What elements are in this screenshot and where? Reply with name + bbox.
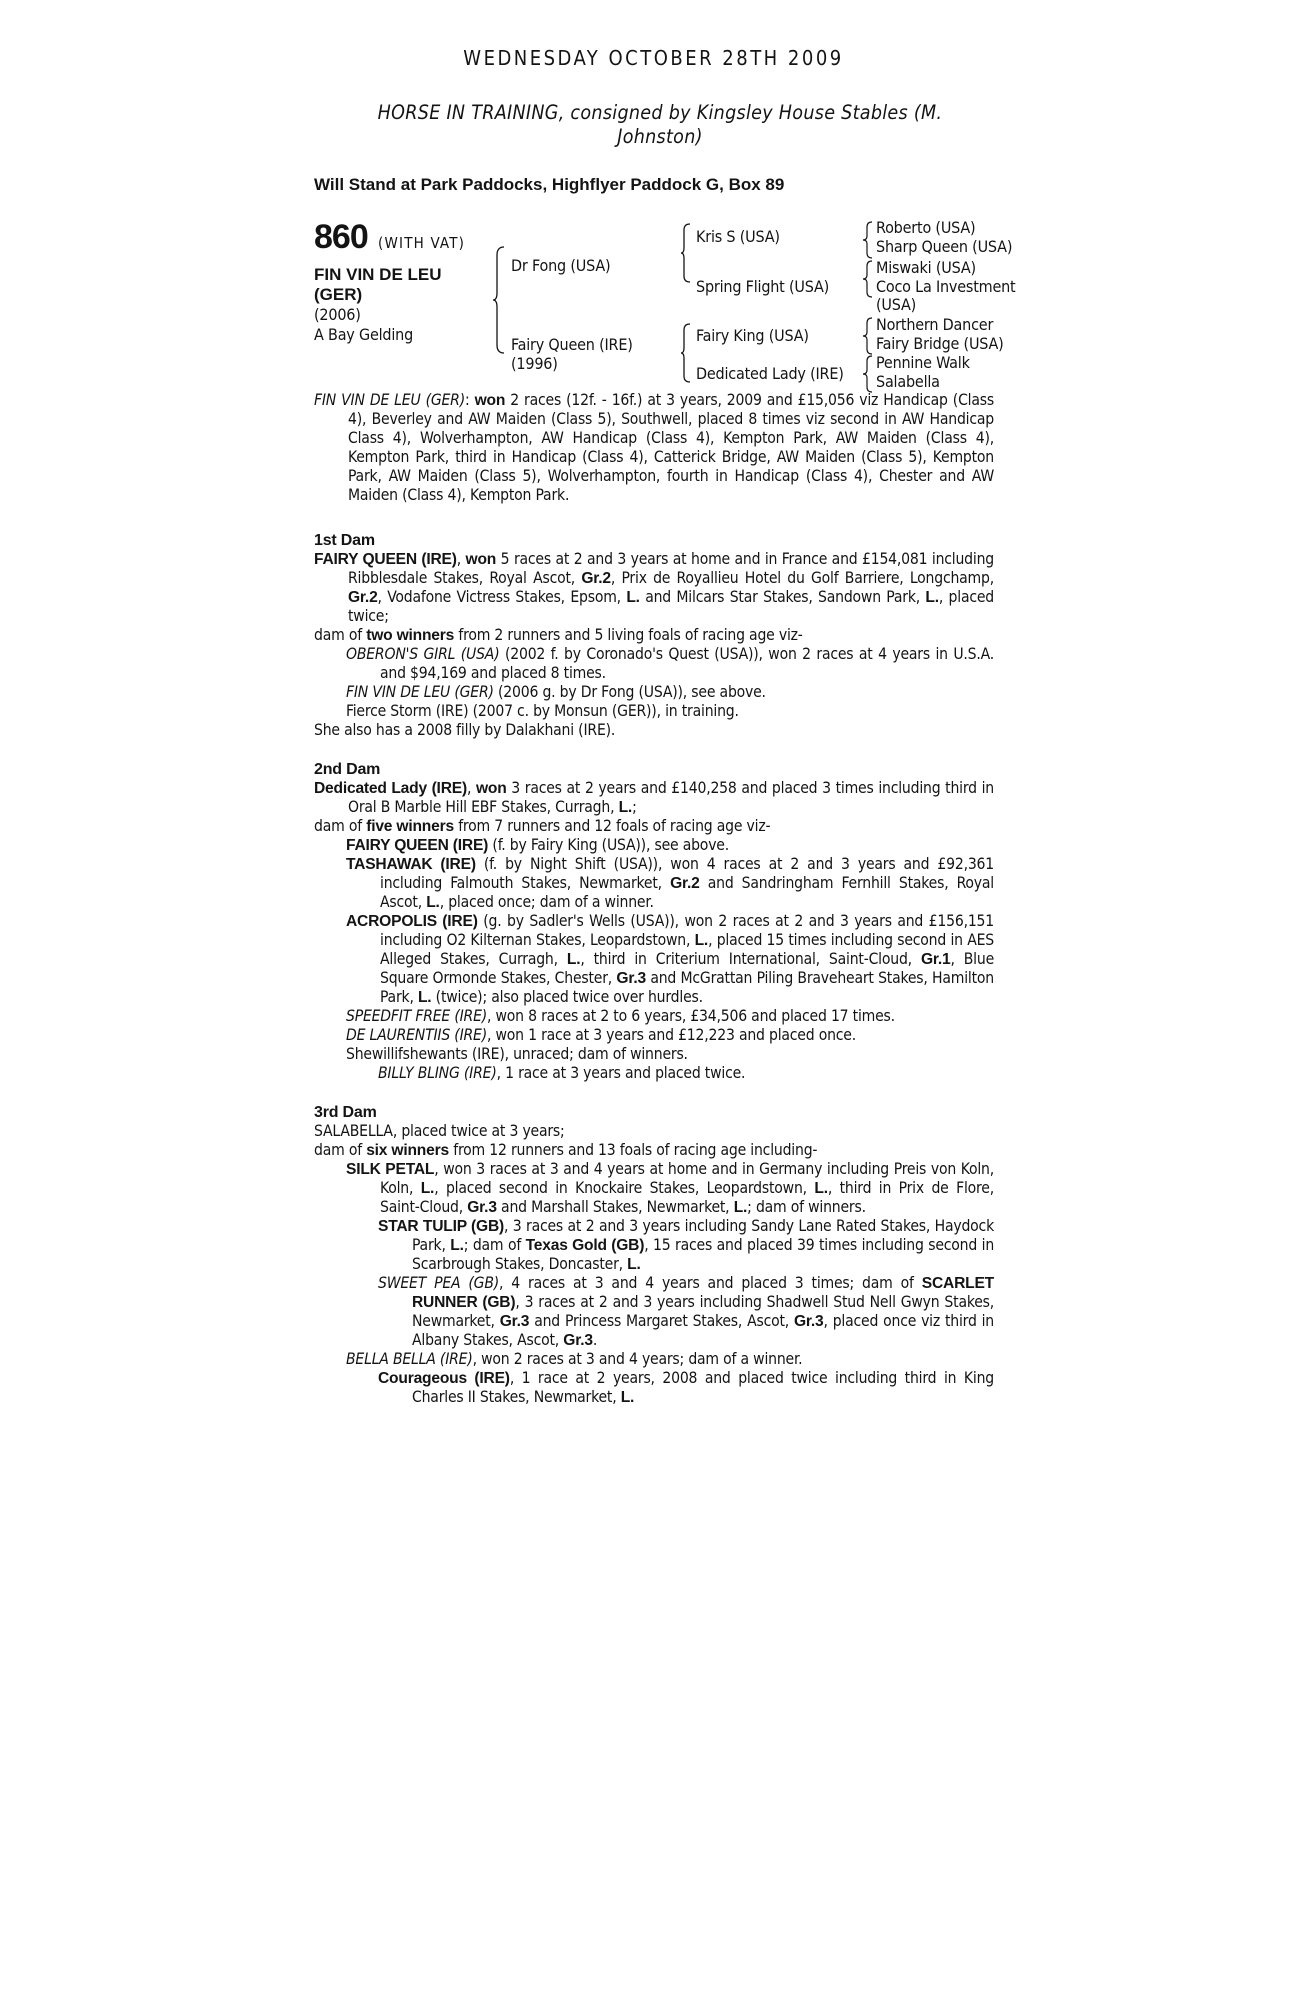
first-dam-also: She also has a 2008 filly by Dalakhani (IRE). (314, 721, 616, 739)
grade-badge: Gr.3 (467, 1199, 497, 1216)
produce-item (314, 1369, 994, 1407)
second-dam-heading: 2nd Dam (314, 761, 381, 778)
second-dam-record: Dedicated Lady (IRE), won 3 races at 2 years and £140,258 and placed 3 times including third in Oral B Marble Hill EBF Stakes, Curragh, L.; (314, 779, 994, 816)
first-dam-listed-1: L. (626, 589, 640, 606)
first-dam-won: won (465, 551, 497, 568)
grade-badge: Gr.3 (616, 970, 646, 987)
pedigree-brace-main (492, 245, 506, 355)
produce-name: ACROPOLIS (IRE) (346, 913, 478, 930)
record-won: won (474, 392, 506, 409)
third-dam-produce-summary (314, 1141, 994, 1160)
produce-item (314, 683, 994, 702)
pedigree-gg-4-country: (USA) (876, 295, 917, 314)
pedigree-gg-1: Roberto (USA) (876, 218, 976, 237)
produce-highlight: Texas Gold (GB) (525, 1237, 645, 1254)
dam-of-detail: from 12 runners and 13 foals of racing age including- (448, 1141, 818, 1159)
produce-text: ; dam of winners. (747, 1198, 866, 1216)
produce-text: , 15 races and placed 39 times including second in Scarbrough Stakes, Doncaster, (412, 1236, 995, 1273)
produce-text: , third in Criterium International, Saint-Cloud, (580, 950, 921, 968)
first-dam-record: FAIRY QUEEN (IRE), won 5 races at 2 and 3 years at home and in France and £154,081 including Ribblesdale Stakes, Royal Ascot, Gr.2, Prix de Royallieu Hotel du Golf Barriere, Longchamp, Gr.2, Vodafone Victress Stakes, Epsom, L. and Milcars Star Stakes, Sandown Park, L., placed twice; (314, 550, 994, 625)
pedigree-gg-7: Pennine Walk (876, 353, 970, 372)
foaling-year: (2006) (314, 305, 361, 324)
produce-text: , placed 15 times including second in AES Alleged Stakes, Curragh, (380, 931, 994, 968)
produce-text: , 3 races at 2 and 3 years including Sandy Lane Rated Stakes, Haydock Park, (412, 1217, 994, 1254)
dam-of-detail: from 2 runners and 5 living foals of racing age viz- (454, 626, 803, 644)
first-dam-grade-2: Gr.2 (348, 589, 378, 606)
first-dam-produce-summary (314, 626, 994, 645)
date-header: WEDNESDAY OCTOBER 28TH 2009 (463, 46, 844, 70)
dam-of-winners: five winners (366, 818, 454, 835)
first-dam-heading: 1st Dam (314, 532, 375, 549)
grade-badge: Gr.3 (563, 1332, 593, 1349)
horse-description: A Bay Gelding (314, 325, 414, 344)
produce-text: and Marshall Stakes, Newmarket, (496, 1198, 734, 1216)
pedigree-dam-sire: Fairy King (USA) (696, 326, 809, 345)
pedigree-brace-g3 (862, 316, 874, 356)
produce-text: (twice); also placed twice over hurdles. (431, 988, 703, 1006)
produce-item (314, 1045, 994, 1064)
listed-badge: L. (694, 932, 709, 949)
produce-text: (g. by Sadler's Wells (USA)), won 2 races at 2 and 3 years and £156,151 including O2 Kilternan Stakes, Leopardstown, (380, 912, 994, 949)
produce-name: BELLA BELLA (IRE) (346, 1350, 473, 1368)
produce-item (314, 1274, 994, 1350)
dam-of-detail: from 7 runners and 12 foals of racing age viz- (453, 817, 771, 835)
pedigree-dam-year: (1996) (511, 354, 558, 373)
produce-name: TASHAWAK (IRE) (346, 856, 476, 873)
first-dam-text-5: , placed twice; (348, 588, 994, 625)
dam-of-winners: two winners (366, 627, 455, 644)
produce-item (314, 1160, 994, 1217)
produce-text: , placed once; dam of a winner. (439, 893, 654, 911)
produce-name: DE LAURENTIIS (IRE) (346, 1026, 487, 1044)
produce-name: SWEET PEA (GB) (378, 1274, 500, 1292)
listed-badge: L. (620, 1389, 635, 1406)
produce-name: STAR TULIP (GB) (378, 1218, 505, 1235)
produce-name: FIN VIN DE LEU (GER) (346, 683, 494, 701)
first-dam-text-4: and Milcars Star Stakes, Sandown Park, (639, 588, 926, 606)
pedigree-gg-2: Sharp Queen (USA) (876, 237, 1013, 256)
produce-text: , won 8 races at 2 to 6 years, £34,506 and placed 17 times. (487, 1007, 895, 1025)
pedigree-brace-g2 (862, 259, 874, 299)
produce-item (314, 1350, 994, 1369)
produce-text: (f. by Night Shift (USA)), won 4 races at 2 and 3 years and £92,361 including Falmouth Stakes, Newmarket, (380, 855, 994, 892)
produce-item (314, 1026, 994, 1045)
pedigree-brace-g4 (862, 354, 874, 394)
pedigree-sire-sire: Kris S (USA) (696, 227, 780, 246)
produce-text: Fierce Storm (IRE) (2007 c. by Monsun (GER)), in training. (346, 702, 739, 720)
pedigree-gg-5: Northern Dancer (876, 315, 994, 334)
produce-item (314, 702, 994, 721)
produce-text: ; dam of (463, 1236, 526, 1254)
horse-info (314, 305, 413, 345)
produce-name: SPEEDFIT FREE (IRE) (346, 1007, 488, 1025)
grade-badge: Gr.3 (499, 1313, 530, 1330)
pedigree-brace-dam (680, 322, 692, 384)
produce-text: , 1 race at 2 years, 2008 and placed twice including third in King Charles II Stakes, Newmarket, (412, 1369, 994, 1406)
listed-badge: L. (733, 1199, 748, 1216)
pedigree-gg-3: Miswaki (USA) (876, 258, 976, 277)
produce-text: and McGrattan Piling Braveheart Stakes, Hamilton Park, (380, 969, 994, 1006)
consignment-line: HORSE IN TRAINING, consigned by Kingsley House Stables (M. Johnston) (377, 101, 943, 148)
listed-badge: L. (426, 894, 440, 911)
produce-text: (f. by Fairy King (USA)), see above. (488, 836, 729, 854)
catalogue-body (314, 391, 994, 1407)
first-dam-name: FAIRY QUEEN (IRE) (314, 551, 457, 568)
produce-item (314, 855, 994, 912)
produce-text: Shewillifshewants (IRE), unraced; dam of winners. (346, 1045, 688, 1063)
produce-name: Courageous (IRE) (378, 1370, 510, 1387)
listed-badge: L. (566, 951, 581, 968)
produce-text: , third in Prix de Flore, Saint-Cloud, (380, 1179, 994, 1216)
pedigree-gg-8: Salabella (876, 372, 940, 391)
pedigree-gg-4: Coco La Investment (876, 277, 1016, 296)
produce-text: , placed second in Knockaire Stakes, Leopardstown, (434, 1179, 815, 1197)
location-line: Will Stand at Park Paddocks, Highflyer Paddock G, Box 89 (314, 175, 785, 194)
produce-text: , 3 races at 2 and 3 years including Shadwell Stud Nell Gwyn Stakes, Newmarket, (412, 1293, 995, 1330)
produce-name: FAIRY QUEEN (IRE) (346, 837, 489, 854)
dam-of-label: dam of (314, 626, 367, 644)
dam-of-label: dam of (314, 1141, 367, 1159)
produce-text: and Princess Margaret Stakes, Ascot, (529, 1312, 794, 1330)
produce-text: , 1 race at 3 years and placed twice. (496, 1064, 746, 1082)
listed-badge: L. (814, 1180, 828, 1197)
second-dam-produce-summary (314, 817, 994, 836)
vat-note: (WITH VAT) (378, 234, 466, 252)
record-text: 2 races (12f. - 16f.) at 3 years, 2009 and £15,056 viz Handicap (Class 4), Beverley and AW Maiden (Class 5), Southwell, placed 8 times viz second in AW Handicap Class 4), Wolverhampton, AW Handicap (Class 4), Kempton Park, AW Maiden (Class 4), Kempton Park, third in Handicap (Class 4), Catterick Bridge, AW Maiden (Class 5), Kempton Park, AW Maiden (Class 5), Wolverhampton, fourth in Handicap (Class 4), Chester and AW Maiden (Class 4), Kempton Park. (348, 391, 994, 504)
third-dam-heading: 3rd Dam (314, 1104, 377, 1121)
first-dam-grade-1: Gr.2 (581, 570, 611, 587)
second-dam-won: won (475, 780, 507, 797)
produce-text: , won 3 races at 3 and 4 years at home and in Germany including Preis von Koln, Koln, (380, 1160, 994, 1197)
lot-number: 860 (314, 218, 368, 256)
dam-of-winners: six winners (366, 1142, 449, 1159)
produce-item (314, 1064, 994, 1083)
produce-text: . (592, 1331, 598, 1349)
third-dam-record: SALABELLA, placed twice at 3 years; (314, 1122, 565, 1140)
produce-name: OBERON'S GIRL (USA) (346, 645, 500, 663)
pedigree-dam-dam: Dedicated Lady (IRE) (696, 364, 844, 383)
pedigree-brace-sire (680, 222, 692, 284)
produce-text: and Sandringham Fernhill Stakes, Royal Ascot, (380, 874, 995, 911)
pedigree-brace-g1 (862, 220, 874, 260)
grade-badge: Gr.3 (793, 1313, 824, 1330)
produce-text: , 4 races at 3 and 4 years and placed 3 times; dam of (499, 1274, 922, 1292)
first-dam-text-1: 5 races at 2 and 3 years at home and in France and £154,081 including Ribblesdale Stakes, Royal Ascot, (348, 550, 994, 587)
first-dam-listed-2: L. (925, 589, 939, 606)
produce-item (314, 836, 994, 855)
produce-text: , Blue Square Ormonde Stakes, Chester, (380, 950, 995, 987)
grade-badge: Gr.1 (920, 951, 951, 968)
pedigree-sire: Dr Fong (USA) (511, 256, 611, 275)
produce-item (314, 1217, 994, 1274)
produce-text: , won 2 races at 3 and 4 years; dam of a winner. (472, 1350, 803, 1368)
produce-item (314, 912, 994, 1007)
produce-highlight: SCARLET RUNNER (GB) (412, 1275, 994, 1311)
produce-name: SILK PETAL (346, 1161, 435, 1178)
first-dam-text-2: , Prix de Royallieu Hotel du Golf Barriere, Longchamp, (610, 569, 994, 587)
pedigree-sire-dam: Spring Flight (USA) (696, 277, 830, 296)
pedigree-gg-6: Fairy Bridge (USA) (876, 334, 1004, 353)
record-horse-name: FIN VIN DE LEU (GER) (314, 391, 466, 409)
horse-name: FIN VIN DE LEU (GER) (314, 265, 442, 304)
listed-badge: L. (420, 1180, 435, 1197)
produce-name: BILLY BLING (IRE) (378, 1064, 497, 1082)
second-dam-text-1: 3 races at 2 years and £140,258 and placed 3 times including third in Oral B Marble Hill EBF Stakes, Curragh, (348, 779, 994, 816)
listed-badge: L. (450, 1237, 464, 1254)
produce-text: (2002 f. by Coronado's Quest (USA)), won 2 races at 4 years in U.S.A. and $94,169 and placed 8 times. (380, 645, 995, 682)
listed-badge: L. (627, 1256, 641, 1273)
grade-badge: Gr.2 (670, 875, 700, 892)
dam-of-label: dam of (314, 817, 367, 835)
produce-text: , won 1 race at 3 years and £12,223 and placed once. (487, 1026, 856, 1044)
second-dam-listed: L. (618, 799, 633, 816)
first-dam-text-3: , Vodafone Victress Stakes, Epsom, (377, 588, 627, 606)
produce-item (314, 645, 994, 683)
produce-text: (2006 g. by Dr Fong (USA)), see above. (493, 683, 766, 701)
second-dam-text-2: ; (632, 798, 637, 816)
second-dam-name: Dedicated Lady (IRE) (314, 780, 467, 797)
produce-text: , placed once viz third in Albany Stakes, Ascot, (412, 1312, 994, 1349)
pedigree-dam: Fairy Queen (IRE) (511, 335, 633, 354)
produce-item (314, 1007, 994, 1026)
listed-badge: L. (417, 989, 432, 1006)
race-record: FIN VIN DE LEU (GER): won 2 races (12f. - 16f.) at 3 years, 2009 and £15,056 viz Handicap (Class 4), Beverley and AW Maiden (Class 5), Southwell, placed 8 times viz second in AW Handicap Class 4), Wolverhampton, AW Handicap (Class 4), Kempton Park, AW Maiden (Class 4), Kempton Park, third in Handicap (Class 4), Catterick Bridge, AW Maiden (Class 5), Kempton Park, AW Maiden (Class 5), Wolverhampton, fourth in Handicap (Class 4), Chester and AW Maiden (Class 4), Kempton Park. (314, 391, 994, 504)
